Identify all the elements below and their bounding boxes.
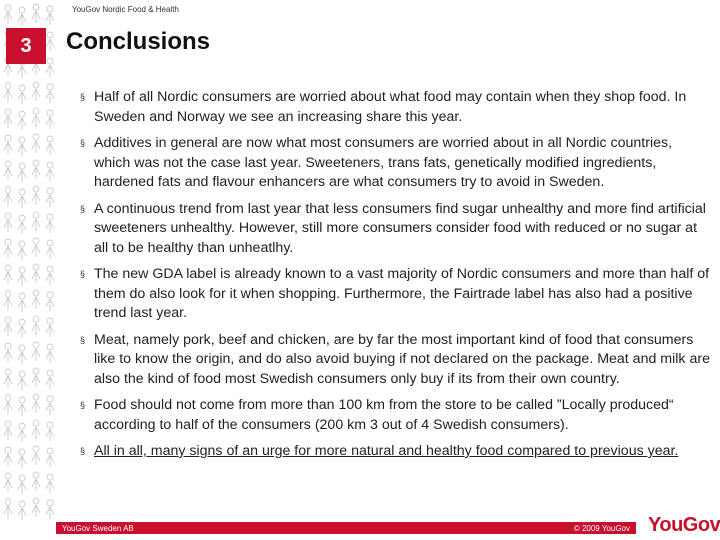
bullet-text: A continuous trend from last year that less consumers find sugar unhealthy and more find artificial sweeteners unhealthy. However, still more consumers consider food with reduced or no sugar at all to be healthy than unheatlhy. — [94, 200, 706, 256]
bullet-item — [80, 200, 710, 259]
bullet-marker-icon: § — [80, 92, 86, 102]
bullet-marker-icon: § — [80, 269, 86, 279]
footer-copyright: © 2009 YouGov — [573, 523, 630, 533]
page-title: Conclusions — [66, 28, 211, 55]
bullet-marker-icon: § — [80, 138, 86, 148]
bullet-marker-icon: § — [80, 400, 86, 410]
crowd-illustration — [0, 0, 56, 522]
bullet-item — [80, 265, 710, 324]
section-number-badge: 3 — [6, 28, 46, 64]
bullet-text: The new GDA label is already known to a vast majority of Nordic consumers and more than half of them do also look for it when shopping. Furthermore, the Fairtrade label has also had a positive trend last year. — [94, 266, 710, 321]
bullet-text: Half of all Nordic consumers are worried about what food may contain when they shop food. In Sweden and Norway we see an increasing share this year. — [94, 89, 687, 125]
bullet-marker-icon: § — [80, 446, 86, 456]
bullet-item — [80, 88, 710, 127]
bullet-item — [80, 396, 710, 435]
conclusions-list — [80, 88, 710, 469]
brand-line: YouGov Nordic Food & Health — [72, 5, 179, 14]
bullet-item — [80, 331, 710, 390]
bullet-marker-icon: § — [80, 203, 86, 214]
bullet-item — [80, 134, 710, 193]
bullet-text: Additives in general are now what most consumers are worried about in all Nordic countries, which was not the case last year. Sweeteners, trans fats, genetically modified ingredients, hardened fats and flavour enhancers are what consumers try to avoid in Sweden. — [94, 135, 673, 190]
bullet-text: Food should not come from more than 100 km from the store to be called ”Locally produced“ according to half of the consumers (200 km 3 out of 4 Swedish consumers). — [94, 397, 674, 433]
bullet-text: All in all, many signs of an urge for more natural and healthy food compared to previous year. — [94, 443, 679, 459]
yougov-logo: YouGov — [648, 514, 720, 536]
footer-bar — [56, 522, 636, 534]
footer-company: YouGov Sweden AB — [62, 523, 134, 533]
bullet-text: Meat, namely pork, beef and chicken, are by far the most important kind of food that consumers like to know the origin, and do also avoid buying if not declared on the package. Meat and milk are also the kind of food most Swedish consumers only buy if its from their own country. — [94, 331, 710, 387]
crowd-illustration-sidebar — [0, 0, 56, 522]
bullet-marker-icon: § — [80, 334, 86, 345]
bullet-item — [80, 442, 710, 462]
